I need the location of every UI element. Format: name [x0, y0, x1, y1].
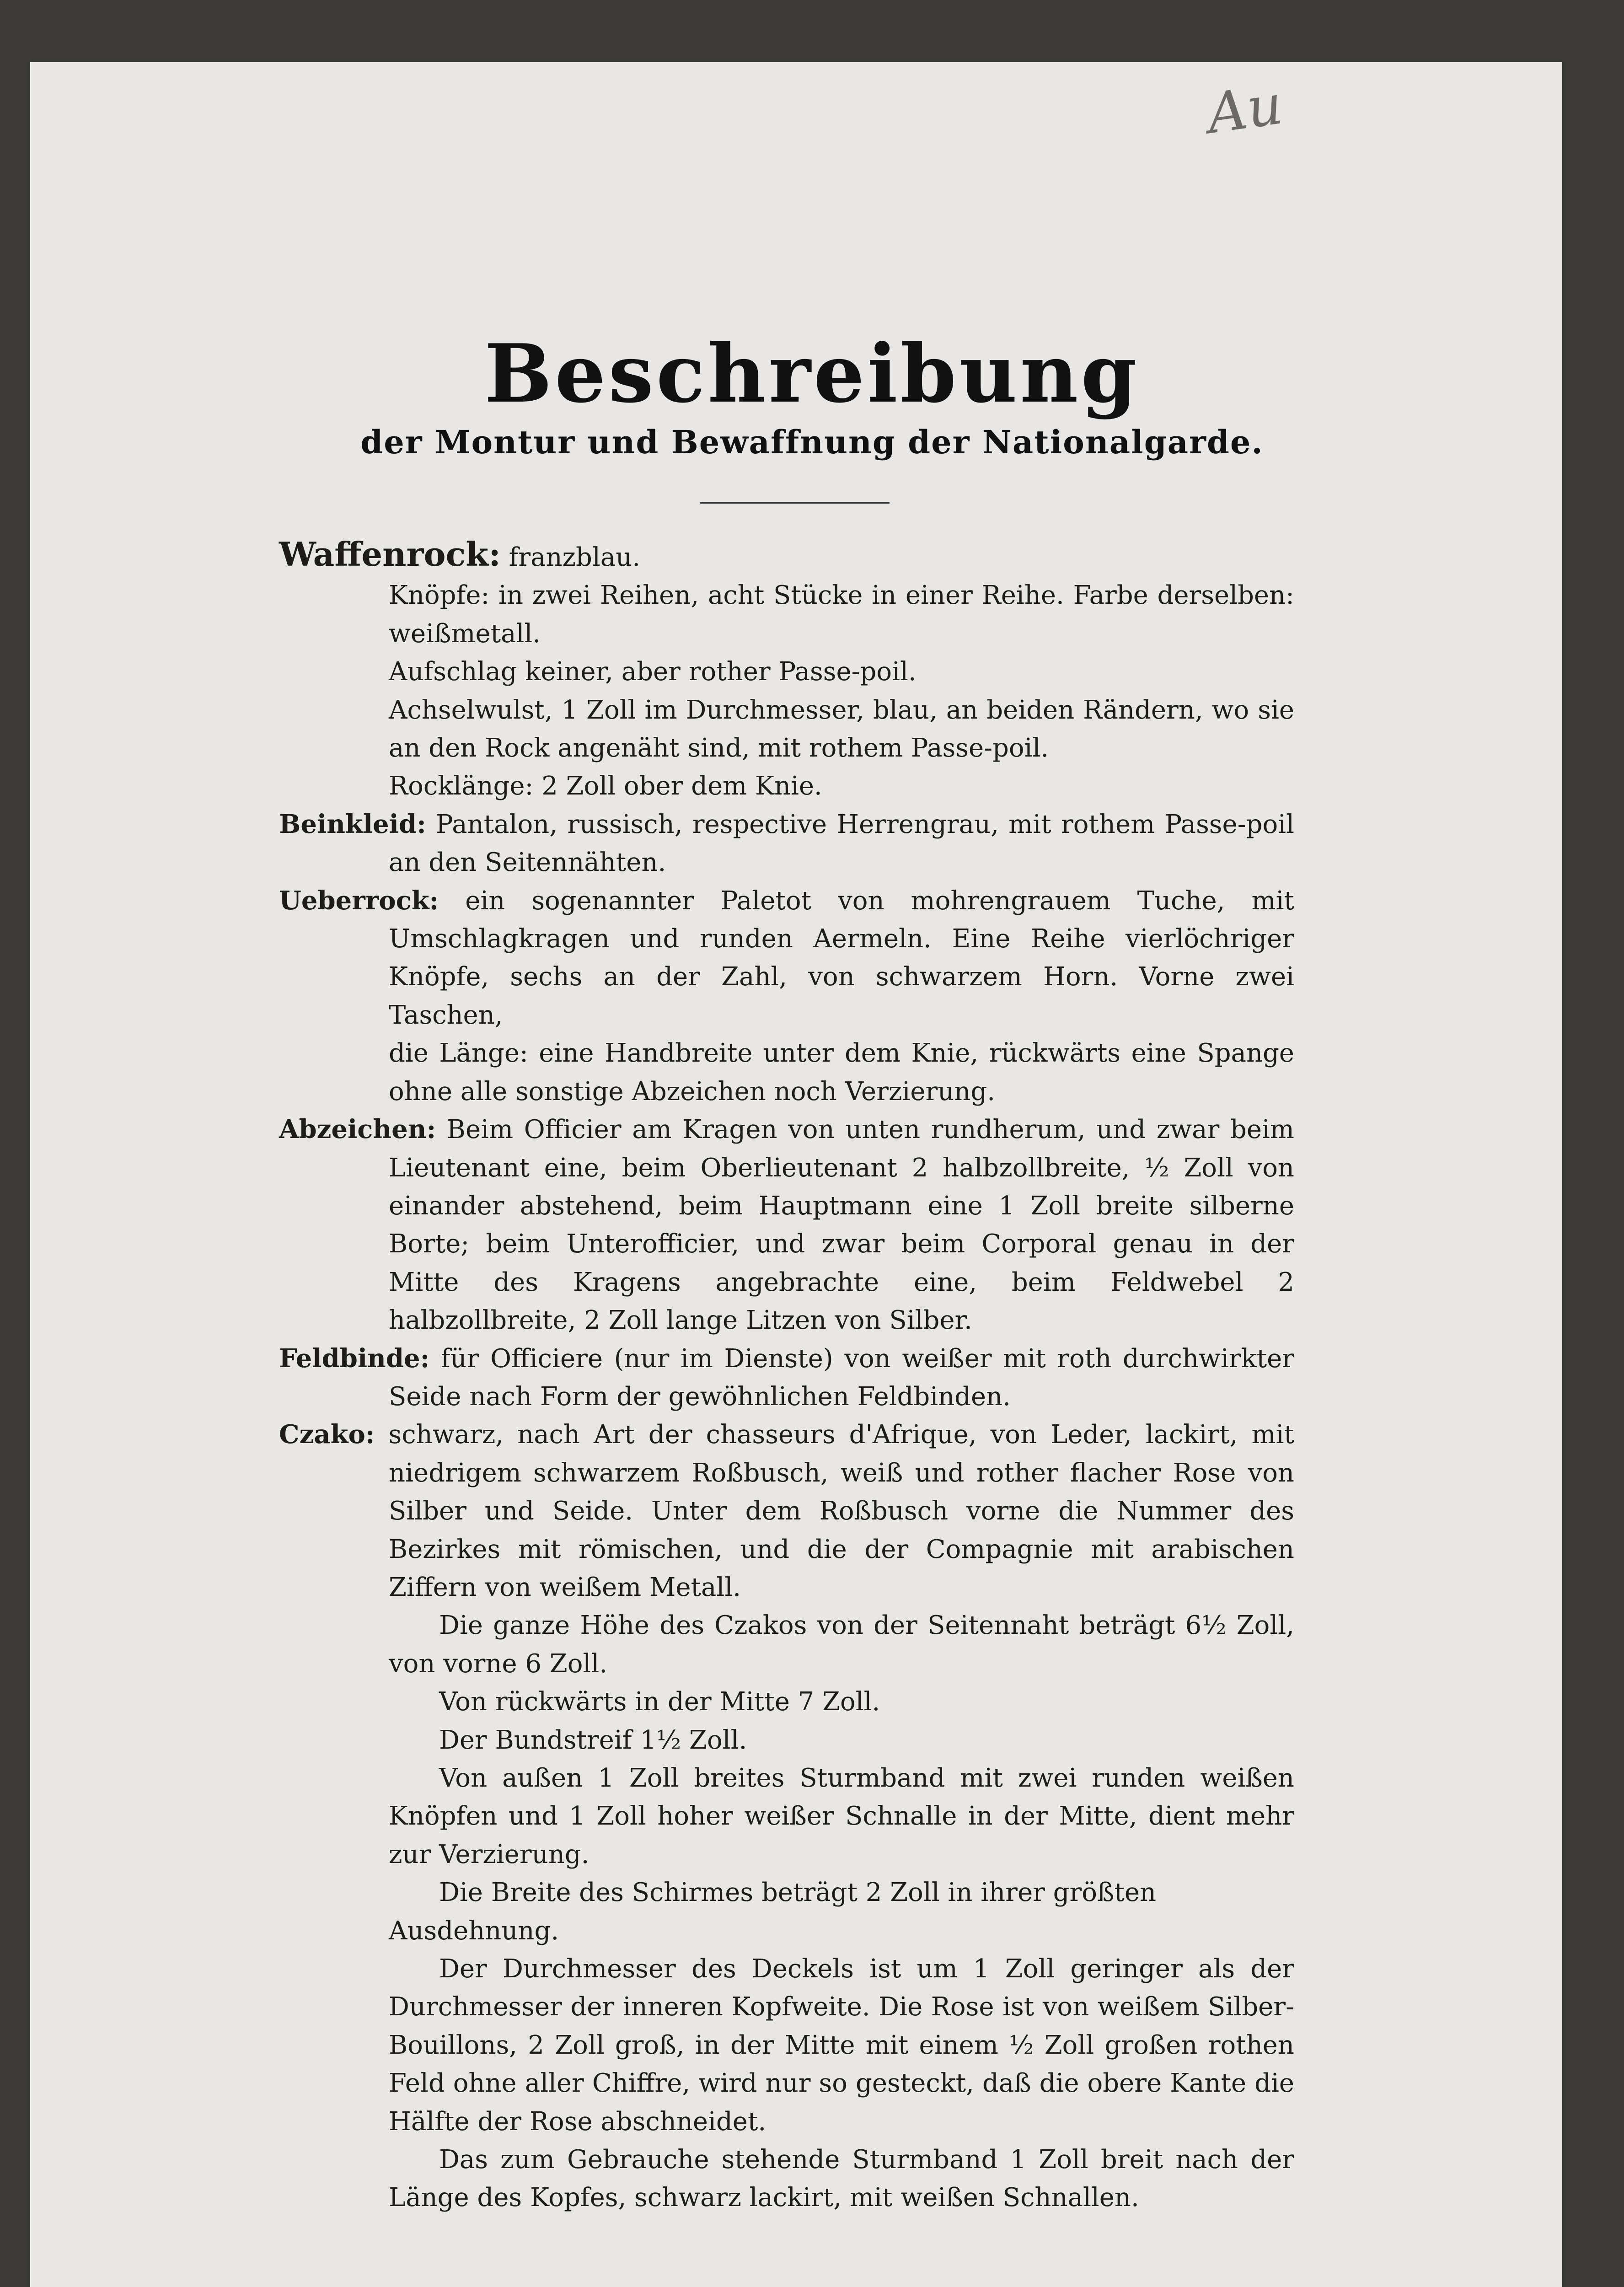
- term-ueberrock: Ueberrock:: [279, 885, 439, 916]
- entry-ueberrock: [279, 882, 1294, 1111]
- czako-line-3: Der Bundstreif 1½ Zoll.: [439, 1725, 747, 1755]
- entry-waffenrock: [279, 535, 1294, 805]
- waffenrock-text: franzblau.: [500, 542, 641, 572]
- document-body: [279, 535, 1294, 2217]
- title-divider: [700, 502, 890, 504]
- entry-abzeichen: [279, 1111, 1294, 1339]
- feldbinde-text: für Officiere (nur im Dienste) von weißer mit roth durchwirkter Seide nach Form der gewöhnlichen Feldbinden.: [389, 1343, 1294, 1412]
- czako-line-6: Der Durchmesser des Deckels ist um 1 Zoll geringer als der Durchmesser der inneren Kopfweite. Die Rose ist von weißem Silber-Bouillons, 2 Zoll groß, in der Mitte mit einem ½ Zoll großen rothen Feld ohne aller Chiffre, wird nur so gesteckt, daß die obere Kante die Hälfte der Rose abschneidet.: [389, 1954, 1294, 2137]
- czako-line-2: Von rückwärts in der Mitte 7 Zoll.: [439, 1687, 880, 1717]
- czako-line-5: Die Breite des Schirmes beträgt 2 Zoll in ihrer größten Ausdehnung.: [389, 1878, 1157, 1946]
- waffenrock-line-4: Rocklänge: 2 Zoll ober dem Knie.: [389, 771, 822, 801]
- term-beinkleid: Beinkleid:: [279, 809, 426, 839]
- term-abzeichen: Abzeichen:: [279, 1114, 436, 1145]
- entry-beinkleid: [279, 805, 1294, 882]
- ueberrock-line-2: die Länge: eine Handbreite unter dem Knie, rückwärts eine Spange ohne alle sonstige Abzeichen noch Verzierung.: [389, 1038, 1294, 1106]
- czako-text: schwarz, nach Art der chasseurs d'Afrique, von Leder, lackirt, mit niedrigem schwarzem Roßbusch, weiß und rother flacher Rose von Silber und Seide. Unter dem Roßbusch vorne die Nummer des Bezirkes mit römischen, und die der Compagnie mit arabischen Ziffern von weißem Metall.: [375, 1420, 1294, 1602]
- czako-line-7: Das zum Gebrauche stehende Sturmband 1 Zoll breit nach der Länge des Kopfes, schwarz lackirt, mit weißen Schnallen.: [389, 2145, 1294, 2213]
- waffenrock-line-1: Knöpfe: in zwei Reihen, acht Stücke in einer Reihe. Farbe derselben: weißmetall.: [389, 580, 1294, 649]
- handwritten-margin-note: Au: [1203, 73, 1286, 146]
- czako-line-4: Von außen 1 Zoll breites Sturmband mit zwei runden weißen Knöpfen und 1 Zoll hoher weißer Schnalle in der Mitte, dient mehr zur Verzierung.: [389, 1763, 1294, 1869]
- term-waffenrock: Waffenrock:: [279, 535, 501, 574]
- waffenrock-line-2: Aufschlag keiner, aber rother Passe-poil.: [389, 657, 917, 687]
- document-title: Beschreibung: [484, 327, 1140, 421]
- czako-line-1: Die ganze Höhe des Czakos von der Seitennaht beträgt 6½ Zoll, von vorne 6 Zoll.: [389, 1611, 1294, 1679]
- beinkleid-text: Pantalon, russisch, respective Herrengrau, mit rothem Passe-poil an den Seitennähten.: [389, 809, 1294, 878]
- entry-feldbinde: [279, 1340, 1294, 1416]
- entry-czako: [279, 1416, 1294, 2217]
- ueberrock-text: ein sogenannter Paletot von mohrengrauem Tuche, mit Umschlagkragen und runden Aermeln. Eine Reihe vierlöchriger Knöpfe, sechs an der Zahl, von schwarzem Horn. Vorne zwei Taschen,: [389, 886, 1294, 1030]
- term-czako: Czako:: [279, 1419, 375, 1450]
- term-feldbinde: Feldbinde:: [279, 1343, 430, 1374]
- abzeichen-text: Beim Officier am Kragen von unten rundherum, und zwar beim Lieutenant eine, beim Oberlieutenant 2 halbzollbreite, ½ Zoll von einander abstehend, beim Hauptmann eine 1 Zoll breite silberne Borte; beim Unterofficier, und zwar beim Corporal genau in der Mitte des Kragens angebrachte eine, beim Feldwebel 2 halbzollbreite, 2 Zoll lange Litzen von Silber.: [389, 1115, 1294, 1336]
- waffenrock-line-3: Achselwulst, 1 Zoll im Durchmesser, blau, an beiden Rändern, wo sie an den Rock angenäht sind, mit rothem Passe-poil.: [389, 695, 1294, 763]
- document-subtitle: der Montur und Bewaffnung der Nationalgarde.: [360, 423, 1264, 461]
